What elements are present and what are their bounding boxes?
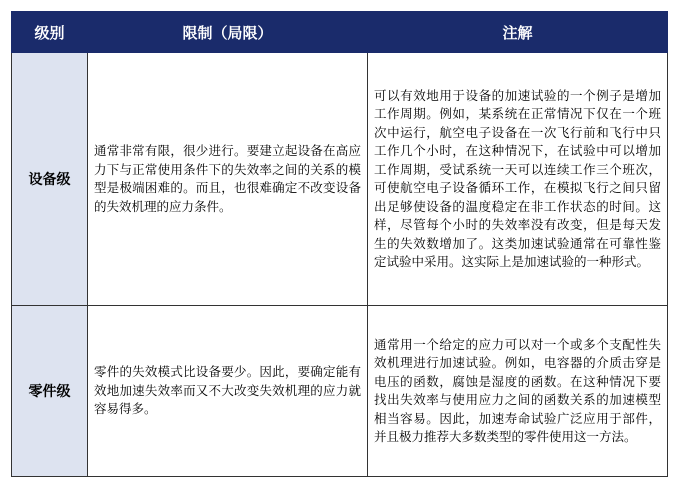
level-cell: 设备级	[12, 53, 88, 306]
note-cell: 通常用一个给定的应力可以对一个或多个支配性失效机理进行加速试验。例如，电容器的介质击穿是电压的函数，腐蚀是湿度的函数。在这种情况下要找出失效率与使用应力之间的函数关系的加速模型相当容易。因此，加速寿命试验广泛应用于部件，并且极力推荐大多数类型的零件使用这一方法。	[368, 306, 668, 477]
accelerated-test-table	[11, 11, 668, 477]
header-limit: 限制（局限）	[88, 12, 368, 53]
limit-cell: 通常非常有限，很少进行。要建立起设备在高应力下与正常使用条件下的失效率之间的关系的模型是极端困难的。而且，也很难确定不改变设备的失效机理的应力条件。	[88, 53, 368, 306]
level-cell: 零件级	[12, 306, 88, 477]
header-level: 级别	[12, 12, 88, 53]
header-note: 注解	[368, 12, 668, 53]
limit-cell: 零件的失效模式比设备要少。因此，要确定能有效地加速失效率而又不大改变失效机理的应力就容易得多。	[88, 306, 368, 477]
table-row	[12, 53, 668, 306]
table-row	[12, 306, 668, 477]
note-cell: 可以有效地用于设备的加速试验的一个例子是增加工作周期。例如，某系统在正常情况下仅在一个班次中运行，航空电子设备在一次飞行前和飞行中只工作几个小时，在这种情况下，在试验中可以增加工作周期，受试系统一天可以连续工作三个班次，可使航空电子设备循环工作，在模拟飞行之间只留出足够使设备的温度稳定在非工作状态的时间。这样，尽管每个小时的失效率没有改变，但是每天发生的失效数增加了。这类加速试验通常在可靠性鉴定试验中采用。这实际上是加速试验的一种形式。	[368, 53, 668, 306]
table-container	[11, 11, 667, 477]
header-row	[12, 12, 668, 53]
